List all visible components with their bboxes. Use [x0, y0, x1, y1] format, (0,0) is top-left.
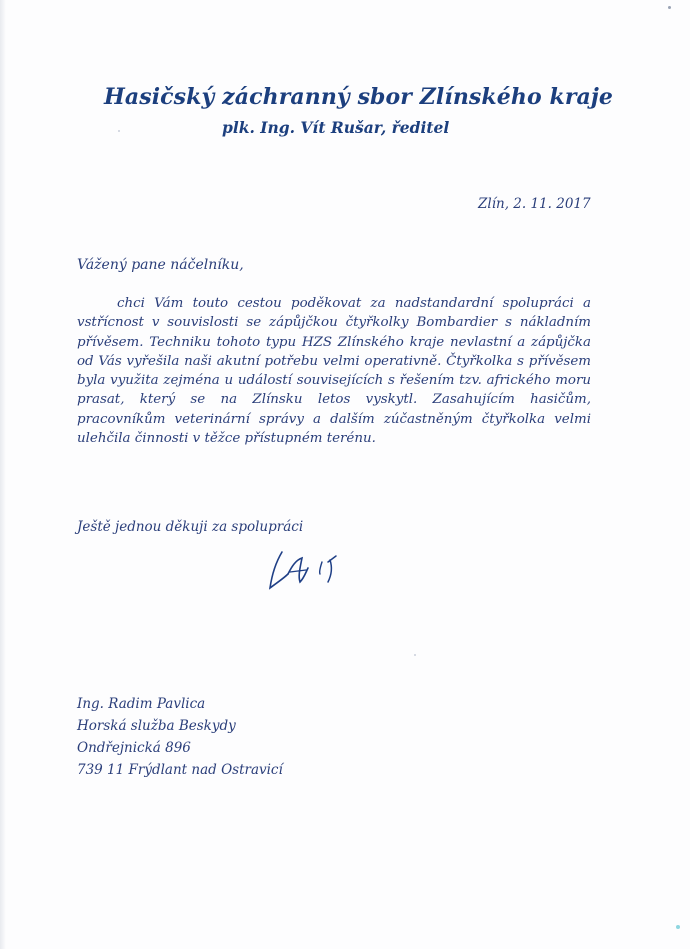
recipient-organization: Horská služba Beskydy: [77, 718, 236, 734]
closing-line: Ještě jednou děkuji za spolupráci: [77, 519, 304, 535]
scan-speck: [668, 6, 671, 9]
recipient-city: 739 11 Frýdlant nad Ostravicí: [77, 762, 283, 778]
handwritten-signature: [266, 548, 360, 594]
recipient-street: Ondřejnická 896: [77, 740, 191, 756]
organization-heading: Hasičský záchranný sbor Zlínského kraje: [104, 84, 614, 110]
recipient-name: Ing. Radim Pavlica: [77, 696, 206, 712]
director-line: plk. Ing. Vít Rušar, ředitel: [222, 118, 450, 137]
scan-speck: [414, 654, 416, 656]
page-edge-shadow: [0, 0, 6, 949]
letter-body: chci Vám touto cestou poděkovat za nadstandardní spolupráci a vstřícnost v souvislosti se zápůjčkou čtyřkolky Bombardier s nákladním přívěsem. Techniku tohoto typu HZS Zlínského kraje nevlastní a zápůjčka od Vás vyřešila naši akutní potřebu velmi operativně. Čtyřkolka s přívěsem byla využita zejména u událostí souvisejících s řešením tzv. afrického moru prasat, který se na Zlínsku letos vyskytl. Zasahujícím hasičům, pracovníkům veterinární správy a dalším zúčastněným čtyřkolka velmi ulehčila činnosti v těžce přístupném terénu.: [77, 296, 591, 447]
scan-speck: [676, 925, 680, 929]
salutation: Vážený pane náčelníku,: [77, 257, 244, 273]
scan-speck: [118, 130, 120, 132]
letter-date: Zlín, 2. 11. 2017: [478, 196, 591, 212]
